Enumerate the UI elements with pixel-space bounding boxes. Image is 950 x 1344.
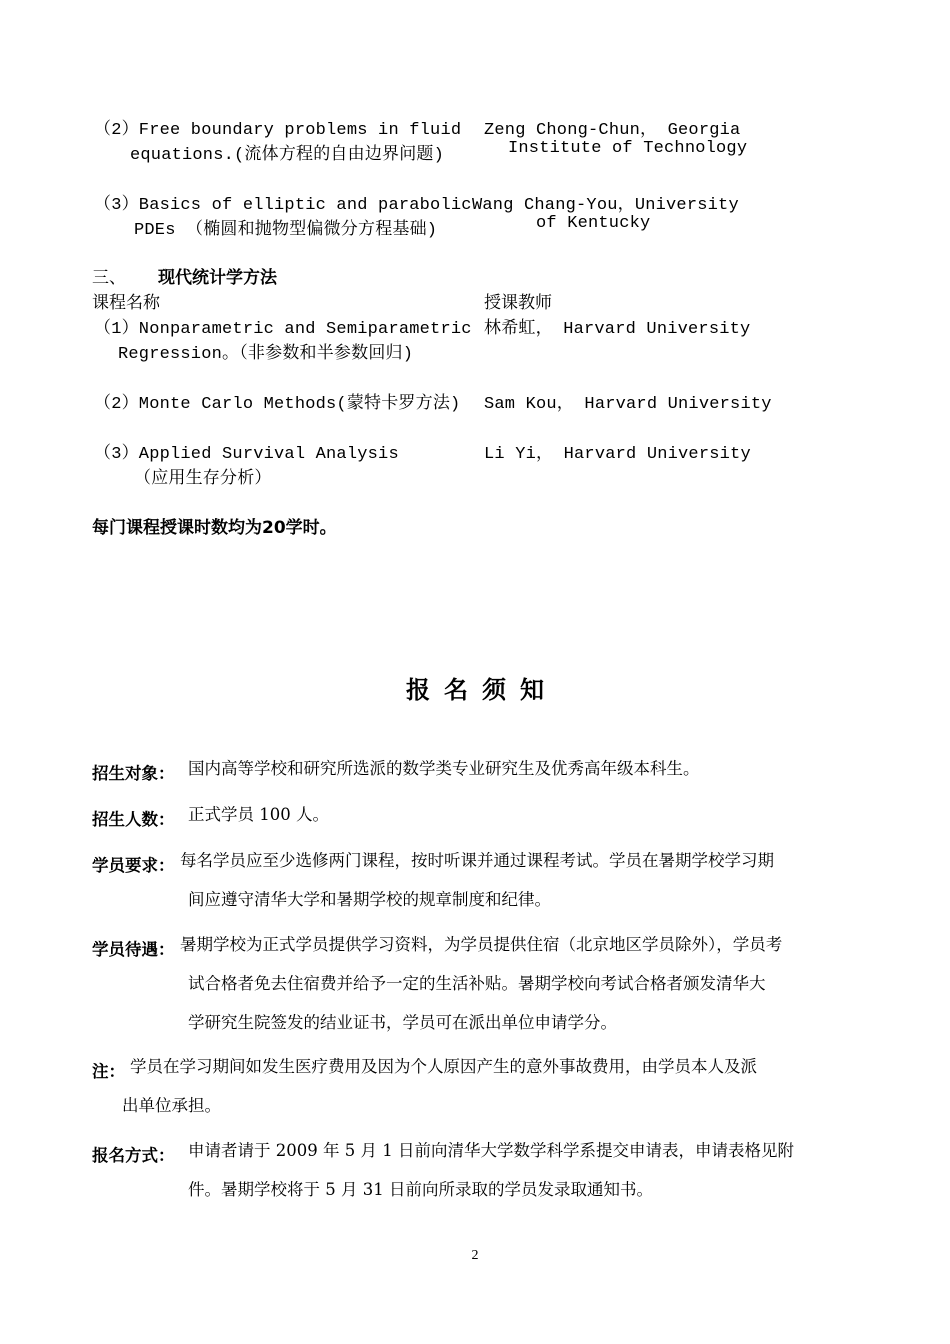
notice-label-benefits: 学员待遇： — [92, 940, 175, 959]
page-number: 2 — [471, 1248, 479, 1263]
notice-label-application: 报名方式： — [92, 1146, 175, 1165]
course-2-3-title-line1: （3）Basics of elliptic and parabolic — [94, 196, 472, 215]
course-3-1-teacher: 林希虹， Harvard University — [484, 320, 751, 339]
section-3-title: 现代统计学方法 — [158, 268, 277, 288]
course-3-3-title-line1: （3）Applied Survival Analysis — [94, 445, 399, 464]
course-3-2-title: （2）Monte Carlo Methods(蒙特卡罗方法) — [94, 395, 461, 414]
course-2-3-title-line2: PDEs （椭圆和抛物型偏微分方程基础) — [134, 221, 438, 240]
section-3-number: 三、 — [92, 268, 126, 288]
notice-benefits-line1: 暑期学校为正式学员提供学习资料，为学员提供住宿（北京地区学员除外），学员考 — [180, 935, 783, 954]
course-2-2-title-line1: （2）Free boundary problems in fluid — [94, 121, 462, 140]
notice-enrollment-count-line1: 正式学员 100 人。 — [188, 805, 329, 824]
notice-application-line1: 申请者请于 2009 年 5 月 1 日前向清华大学数学科学系提交申请表，申请表格见附 — [188, 1141, 794, 1160]
notice-benefits-line3: 学研究生院签发的结业证书，学员可在派出单位申请学分。 — [188, 1013, 617, 1032]
notice-label-requirements: 学员要求： — [92, 856, 175, 875]
notice-note-line2: 出单位承担。 — [122, 1096, 221, 1115]
course-3-3-title-line2: （应用生存分析） — [134, 470, 272, 489]
notice-label-enrollment-count: 招生人数： — [92, 810, 175, 829]
notice-label-note: 注： — [92, 1062, 125, 1081]
course-2-3-teacher-line1: Wang Chang-You，University — [472, 196, 739, 215]
notice-enrollment-target-line1: 国内高等学校和研究所选派的数学类专业研究生及优秀高年级本科生。 — [188, 759, 700, 778]
notice-requirements-line2: 间应遵守清华大学和暑期学校的规章制度和纪律。 — [188, 890, 551, 909]
column-header-course: 课程名称 — [92, 293, 160, 313]
column-header-teacher: 授课教师 — [484, 293, 552, 313]
course-2-2-teacher-line1: Zeng Chong-Chun， Georgia — [484, 121, 741, 140]
course-2-3-teacher-line2: of Kentucky — [536, 214, 651, 233]
course-3-3-teacher: Li Yi， Harvard University — [484, 445, 751, 464]
notice-label-enrollment-target: 招生对象： — [92, 764, 175, 783]
notice-requirements-line1: 每名学员应至少选修两门课程，按时听课并通过课程考试。学员在暑期学校学习期 — [180, 851, 774, 870]
course-3-1-title-line1: （1）Nonparametric and Semiparametric — [94, 320, 472, 339]
notice-benefits-line2: 试合格者免去住宿费并给予一定的生活补贴。暑期学校向考试合格者颁发清华大 — [188, 974, 766, 993]
course-2-2-title-line2: equations.(流体方程的自由边界问题) — [130, 146, 445, 165]
course-2-2-teacher-line2: Institute of Technology — [508, 139, 748, 158]
course-3-2-teacher: Sam Kou， Harvard University — [484, 395, 772, 414]
hours-note: 每门课程授课时数均为20学时。 — [92, 518, 337, 538]
notice-application-line2: 件。暑期学校将于 5 月 31 日前向所录取的学员发录取通知书。 — [188, 1180, 653, 1199]
notice-title: 报名须知 — [406, 676, 558, 704]
course-3-1-title-line2: Regression。（非参数和半参数回归) — [118, 345, 414, 364]
notice-note-line1: 学员在学习期间如发生医疗费用及因为个人原因产生的意外事故费用，由学员本人及派 — [130, 1057, 757, 1076]
